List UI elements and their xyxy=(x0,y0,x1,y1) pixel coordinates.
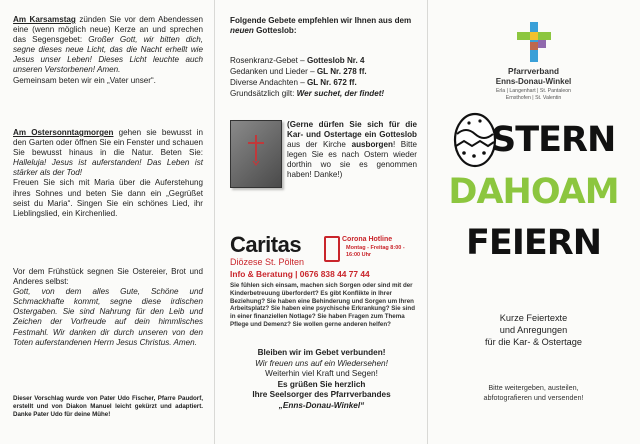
org-name-1: Pfarrverband xyxy=(508,67,559,76)
breakfast-prayer: Gott, von dem alles Gute, Schöne und Schmackhafte kommt, segne diese irdischen Ostergaben. Sie sind Nahrung für den Leib und Zeichen der Vorfreude auf dein himmlisches Festmahl. Wir danken dir durch unseren von den Toten auferstandenen Herrn Jesus Christus. Amen. xyxy=(13,287,203,347)
gotteslob-book-image xyxy=(230,120,282,188)
hotline-hours: Montag - Freitag 8:00 - 16:00 Uhr xyxy=(346,245,405,258)
caritas-description: Sie fühlen sich einsam, machen sich Sorgen oder sind mit der Kinderbetreuung überfordert? Es gibt Konflikte in Ihrer Beziehung? Sie haben eine Behinderung und Sorgen um Ihren Arbeitsplatz? Sie haben eine psychische Erkrankung? Sie sind in einer finanziellen Notlage? Sie haben Fragen zum Thema Pflege und Demenz? Sie wollen gerne anderen helfen? xyxy=(230,282,415,328)
org-name-2: Enns-Donau-Winkel xyxy=(495,77,572,86)
prayer-list-item: Diverse Andachten – GL Nr. 672 ff. xyxy=(230,78,357,87)
prayer-list-item: Rosenkranz-Gebet – Gotteslob Nr. 4 xyxy=(230,56,365,65)
our-father-text: Gemeinsam beten wir ein „Vater unser“. xyxy=(13,75,156,85)
caritas-logo: Caritas xyxy=(230,232,302,257)
column-middle xyxy=(214,0,428,444)
title-feiern: FEIERN xyxy=(466,223,601,263)
breakfast-intro: Vor dem Frühstück segnen Sie Ostereier, Brot und Anderes selbst: xyxy=(13,267,203,287)
caritas-info-line: Info & Beratung | 0676 838 44 77 44 xyxy=(230,269,370,279)
book-loan-text: (Gerne dürfen Sie sich für die Kar- und Ostertage ein Gotteslob aus der Kirche ausborgen! Bitte legen Sie es nach Ostern wieder dorthin wo sie es genommen haben! Danke!) xyxy=(287,120,418,180)
mary-text: Freuen Sie sich mit Maria über die Auferstehung ihres Sohnes und beten Sie dann ein „Gegrüßet seist du Maria“. Singen Sie ein schönes Lied, ihr Lieblingslied, ein Kirchenlied. xyxy=(13,178,203,218)
easter-sunday-prayer: Halleluja! Jesus ist auferstanden! Das Leben ist stärker als der Tod! xyxy=(13,158,203,178)
holy-saturday-heading: Am Karsamstag xyxy=(13,15,76,24)
phone-icon xyxy=(324,236,340,262)
holy-saturday-prayer: Großer Gott, wir bitten dich, segne dieses neue Licht, das die Nacht erhellt wie Jesus unser Leben! Dieses Licht leuchte auch unseren Verstorbenen! Amen. xyxy=(13,35,203,75)
easter-sunday-section xyxy=(13,128,203,219)
easter-sunday-heading: Am Ostersonntagmorgen xyxy=(13,128,114,137)
easter-sunday-text: gehen sie bewusst in den Garten oder öffnen Sie ein Fenster und schauen Sie bewusst hinaus in die Natur. Beten Sie: xyxy=(13,128,203,158)
prayer-intro: Folgende Gebete empfehlen wir Ihnen aus dem neuen Gotteslob: xyxy=(230,16,412,36)
title-dahoam: DAHOAM xyxy=(448,172,619,212)
hotline-title: Corona Hotline xyxy=(342,236,393,243)
prayer-list xyxy=(230,55,415,99)
column-right xyxy=(427,0,640,444)
cross-icon xyxy=(231,121,281,187)
closing-greeting: Bleiben wir im Gebet verbunden! Wir freuen uns auf ein Wiedersehen! Weiterhin viel Kraft und Segen! Es grüßen Sie herzlich Ihre Seelsorger des Pfarrverbandes „Enns-Donau-Winkel“ xyxy=(252,348,391,410)
share-note: Bitte weitergeben, austeilen, abfotografieren und versenden! xyxy=(483,383,584,402)
caritas-diocese: Diözese St. Pölten xyxy=(230,257,305,267)
breakfast-section xyxy=(13,267,203,348)
subtitle: Kurze Feiertexte und Anregungen für die Kar- & Ostertage xyxy=(484,313,583,347)
caritas-box xyxy=(228,232,418,342)
holy-saturday-text: zünden Sie vor dem Abendessen eine (wenn möglich neue) Kerze an und sprechen das Segensgebet: xyxy=(13,15,203,45)
title-stern: STERN xyxy=(491,120,616,160)
prayer-list-item: Gedanken und Lieder – GL Nr. 278 ff. xyxy=(230,67,367,76)
general-rule: Grundsätzlich gilt: Wer suchet, der findet! xyxy=(230,89,385,98)
parish-list: Erla | Langenhart | St. Pantaleon Ernsthofen | St. Valentin xyxy=(495,88,572,101)
credits-footer: Dieser Vorschlag wurde von Pater Udo Fischer, Pfarre Paudorf, erstellt und von Diakon Manuel leicht gekürzt und adaptiert. Danke Pater Udo für deine Mühe! xyxy=(13,395,203,418)
column-left xyxy=(0,0,215,444)
parish-cross-logo xyxy=(514,20,554,64)
holy-saturday-section xyxy=(13,15,203,86)
